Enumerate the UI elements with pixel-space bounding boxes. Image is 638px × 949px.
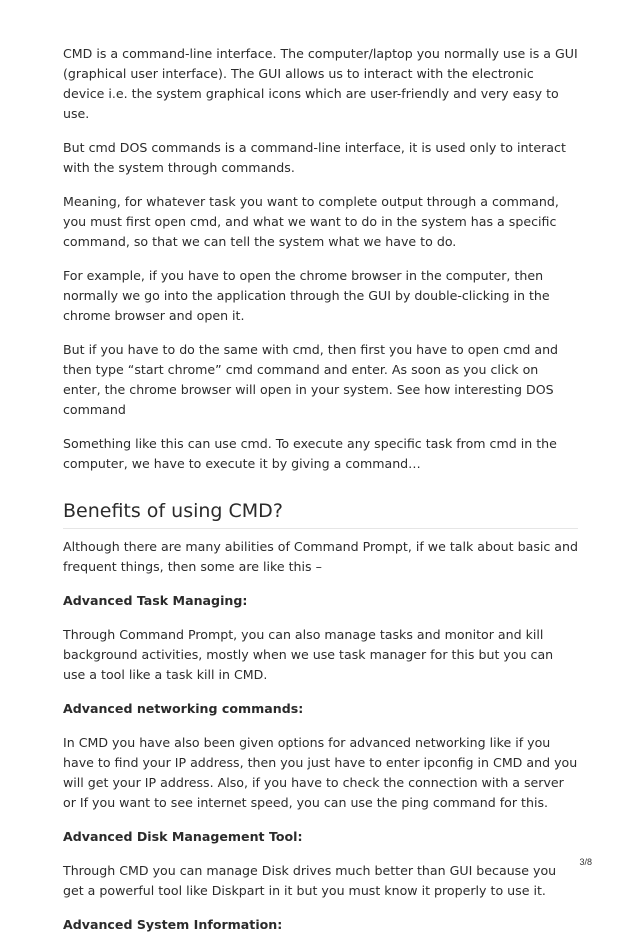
paragraph-cmd-interface: But cmd DOS commands is a command-line interface, it is used only to interact with the system through commands.	[63, 140, 566, 175]
section-intro: Although there are many abilities of Command Prompt, if we talk about basic and frequent things, then some are like this –	[63, 539, 578, 574]
paragraph-cmd-usage: Something like this can use cmd. To execute any specific task from cmd in the computer, we have to execute it by giving a command…	[63, 436, 557, 471]
paragraph-cmd-meaning: Meaning, for whatever task you want to complete output through a command, you must first open cmd, and what we want to do in the system has a specific command, so that we can tell the system what we have to do.	[63, 194, 559, 249]
paragraph-cmd-definition: CMD is a command-line interface. The computer/laptop you normally use is a GUI (graphical user interface). The GUI allows us to interact with the electronic device i.e. the system graphical icons which are user-friendly and very easy to use.	[63, 46, 578, 121]
paragraph-gui-example: For example, if you have to open the chrome browser in the computer, then normally we go into the application through the GUI by double-clicking in the chrome browser and open it.	[63, 268, 550, 323]
subheading-networking: Advanced networking commands:	[63, 701, 304, 716]
subheading-system-information: Advanced System Information:	[63, 917, 283, 932]
page-number: 3/8	[579, 857, 592, 867]
section-heading: Benefits of using CMD?	[63, 498, 578, 529]
subheading-disk-management: Advanced Disk Management Tool:	[63, 829, 303, 844]
paragraph-networking: In CMD you have also been given options for advanced networking like if you have to find your IP address, then you just have to enter ipconfig in CMD and you will get your IP address. Also, if you have to check the connection with a server or If you want to see internet speed, you can use the ping command for this.	[63, 735, 578, 810]
paragraph-disk-management: Through CMD you can manage Disk drives much better than GUI because you get a powerful tool like Diskpart in it but you must know it properly to use it.	[63, 863, 557, 898]
subheading-task-managing: Advanced Task Managing:	[63, 593, 248, 608]
document-page	[63, 44, 578, 949]
paragraph-task-managing: Through Command Prompt, you can also manage tasks and monitor and kill background activities, mostly when we use task manager for this but you can use a tool like a task kill in CMD.	[63, 627, 554, 682]
paragraph-cmd-example: But if you have to do the same with cmd, then first you have to open cmd and then type “start chrome” cmd command and enter. As soon as you click on enter, the chrome browser will open in your system. See how interesting DOS command	[63, 342, 559, 417]
